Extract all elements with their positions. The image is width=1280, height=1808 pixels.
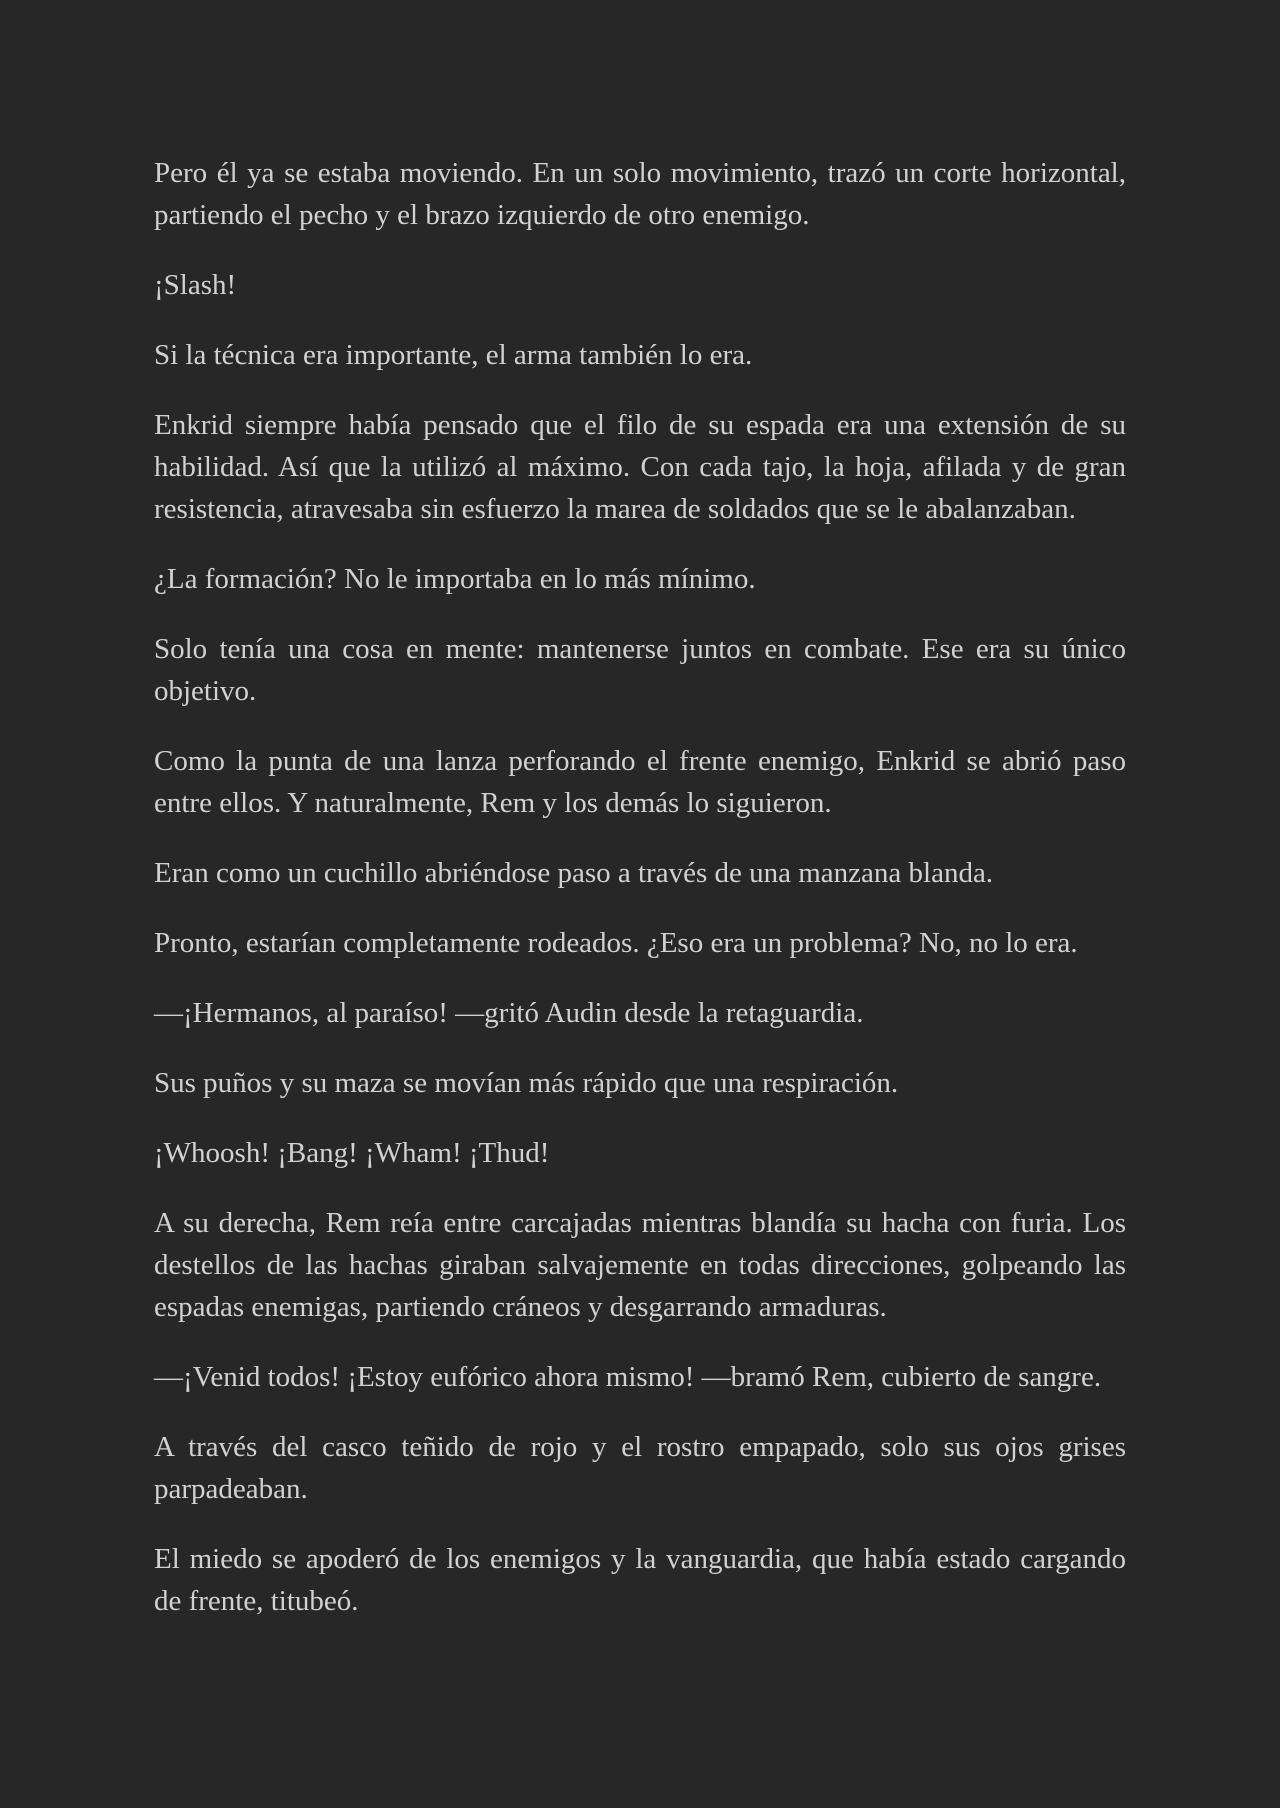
paragraph: Pronto, estarían completamente rodeados. ¿Eso era un problema? No, no lo era. [154, 927, 1078, 959]
paragraph: Como la punta de una lanza perforando el frente enemigo, Enkrid se abrió paso entre ellos. Y naturalmente, Rem y los demás lo siguieron. [154, 745, 1126, 819]
paragraph: ¡Slash! [154, 269, 237, 301]
paragraph: A su derecha, Rem reía entre carcajadas mientras blandía su hacha con furia. Los destellos de las hachas giraban salvajemente en todas direcciones, golpeando las espadas enemigas, partiendo cráneos y desgarrando armaduras. [154, 1207, 1126, 1323]
paragraph: A través del casco teñido de rojo y el rostro empapado, solo sus ojos grises parpadeaban. [154, 1431, 1126, 1505]
paragraph: Pero él ya se estaba moviendo. En un solo movimiento, trazó un corte horizontal, partiendo el pecho y el brazo izquierdo de otro enemigo. [154, 157, 1126, 231]
paragraph: ¿La formación? No le importaba en lo más mínimo. [154, 563, 756, 595]
paragraph: Enkrid siempre había pensado que el filo de su espada era una extensión de su habilidad. Así que la utilizó al máximo. Con cada tajo, la hoja, afilada y de gran resistencia, atravesaba sin esfuerzo la marea de soldados que se le abalanzaban. [154, 409, 1126, 525]
paragraph: Si la técnica era importante, el arma también lo era. [154, 339, 753, 371]
paragraph: —¡Hermanos, al paraíso! —gritó Audin desde la retaguardia. [154, 997, 864, 1029]
paragraph: Sus puños y su maza se movían más rápido que una respiración. [154, 1067, 899, 1099]
paragraph: El miedo se apoderó de los enemigos y la vanguardia, que había estado cargando de frente, titubeó. [154, 1543, 1126, 1617]
paragraph: —¡Venid todos! ¡Estoy eufórico ahora mismo! —bramó Rem, cubierto de sangre. [154, 1361, 1102, 1393]
paragraph: Solo tenía una cosa en mente: mantenerse juntos en combate. Ese era su único objetivo. [154, 633, 1126, 707]
paragraph: ¡Whoosh! ¡Bang! ¡Wham! ¡Thud! [154, 1137, 550, 1169]
paragraph: Eran como un cuchillo abriéndose paso a través de una manzana blanda. [154, 857, 994, 889]
